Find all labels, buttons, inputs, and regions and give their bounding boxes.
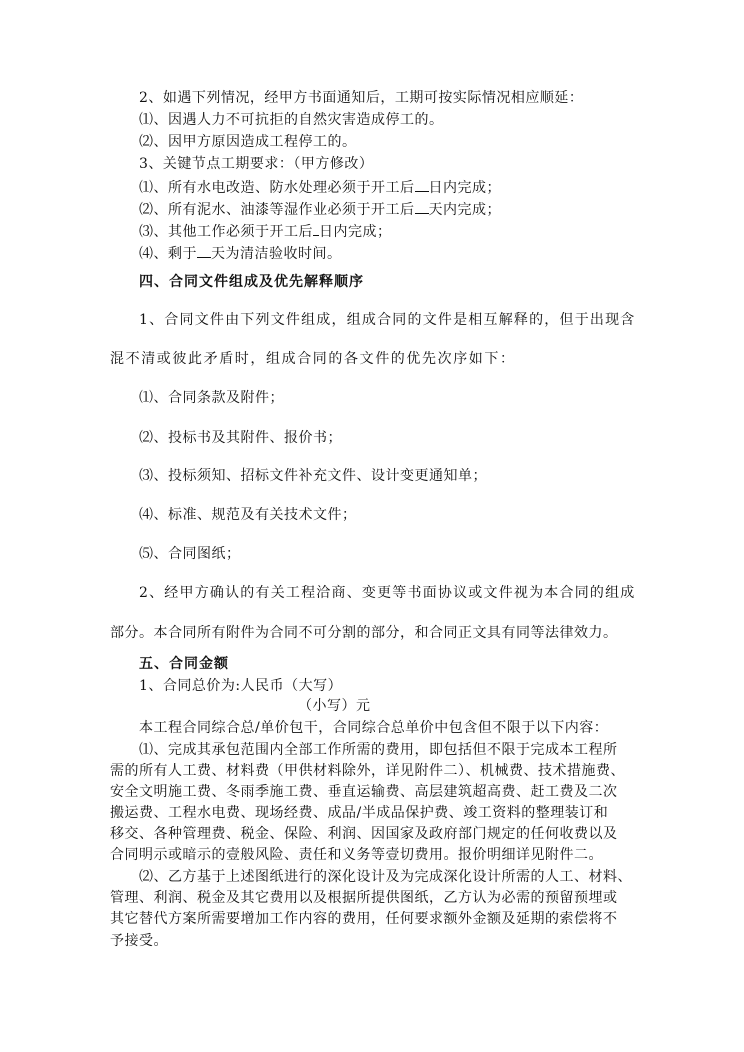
schedule-item-3-4-text-a: ⑷、剩于 <box>139 246 197 262</box>
schedule-item-2-1: ⑴、因遇人力不可抗拒的自然灾害造成停工的。 <box>139 112 444 128</box>
schedule-item-3-2 <box>139 199 501 219</box>
fill-blank <box>415 177 429 192</box>
schedule-item-2: 2、如遇下列情况，经甲方书面通知后，工期可按实际情况相应顺延： <box>139 90 584 106</box>
cost-clause-2-line-1: ⑵、乙方基于上述图纸进行的深化设计及为完成深化设计所需的人工、材料、 <box>139 869 632 885</box>
cost-clause-2-line-4: 予接受。 <box>110 933 168 949</box>
fill-blank <box>197 243 211 258</box>
section-5-heading: 五、合同金额 <box>139 656 229 672</box>
section-4-heading: 四、合同文件组成及优先解释顺序 <box>139 274 364 290</box>
schedule-item-3-2-text-b: 天内完成； <box>428 202 501 218</box>
schedule-item-3-1 <box>139 177 501 197</box>
section-4-paragraph-2-line-2: 部分。本合同所有附件为合同不可分割的部分，和合同正文具有同等法律效力。 <box>110 625 618 641</box>
schedule-item-3-2-text-a: ⑵、所有泥水、油漆等湿作业必须于开工后 <box>139 202 415 218</box>
schedule-item-3-1-text-a: ⑴、所有水电改造、防水处理必须于开工后 <box>139 180 415 196</box>
document-list-item-4: ⑷、标准、规范及有关技术文件； <box>139 507 357 523</box>
cost-clause-1-line-5: 移交、各种管理费、税金、保险、利润、因国家及政府部门规定的任何收费以及 <box>110 826 618 842</box>
schedule-item-3-3 <box>139 221 392 241</box>
schedule-item-2-2: ⑵、因甲方原因造成工程停工的。 <box>139 134 357 150</box>
document-list-item-2: ⑵、投标书及其附件、报价书； <box>139 430 342 446</box>
schedule-item-3-4 <box>139 243 342 263</box>
document-list-item-1: ⑴、合同条款及附件； <box>139 390 284 406</box>
schedule-item-3-3-text-b: 日内完成； <box>319 224 392 240</box>
cost-clause-2-line-3: 其它替代方案所需要增加工作内容的费用，任何要求额外金额及延期的索偿将不 <box>110 911 618 927</box>
contract-total-price-lowercase: （小写）元 <box>298 698 371 714</box>
section-5-intro: 本工程合同综合总/单价包干，合同综合总单价中包含但不限于以下内容： <box>139 720 609 736</box>
schedule-item-3-3-text-a: ⑶、其他工作必须于开工后 <box>139 224 313 240</box>
cost-clause-1-line-2: 需的所有人工费、材料费（甲供材料除外，详见附件二）、机械费、技术措施费、 <box>110 763 625 779</box>
cost-clause-1-line-3: 安全文明施工费、冬雨季施工费、垂直运输费、高层建筑超高费、赶工费及二次 <box>110 784 618 800</box>
document-list-item-5: ⑸、合同图纸； <box>139 546 241 562</box>
cost-clause-2-line-2: 管理、利润、税金及其它费用以及根据所提供图纸，乙方认为必需的预留预埋或 <box>110 890 618 906</box>
section-4-paragraph-2-line-1: 2、经甲方确认的有关工程洽商、变更等书面协议或文件视为本合同的组成 <box>139 585 636 601</box>
document-list-item-3: ⑶、投标须知、招标文件补充文件、设计变更通知单； <box>139 468 487 484</box>
contract-total-price-uppercase: 1、合同总价为:人民币（大写） <box>139 678 343 694</box>
cost-clause-1-line-6: 合同明示或暗示的壹般风险、责任和义务等壹切费用。报价明细详见附件二。 <box>110 847 603 863</box>
schedule-item-3: 3、关键节点工期要求：（甲方修改） <box>139 156 374 172</box>
cost-clause-1-line-4: 搬运费、工程水电费、现场经费、成品/半成品保护费、竣工资料的整理装订和 <box>110 805 609 821</box>
fill-blank <box>415 199 429 214</box>
schedule-item-3-1-text-b: 日内完成； <box>428 180 501 196</box>
cost-clause-1-line-1: ⑴、完成其承包范围内全部工作所需的费用，即包括但不限于完成本工程所 <box>139 742 618 758</box>
section-4-paragraph-1-line-1: 1、合同文件由下列文件组成，组成合同的文件是相互解释的，但于出现含 <box>139 312 636 328</box>
schedule-item-3-4-text-b: 天为清洁验收时间。 <box>211 246 342 262</box>
section-4-paragraph-1-line-2: 混不清或彼此矛盾时，组成合同的各文件的优先次序如下： <box>110 351 516 367</box>
